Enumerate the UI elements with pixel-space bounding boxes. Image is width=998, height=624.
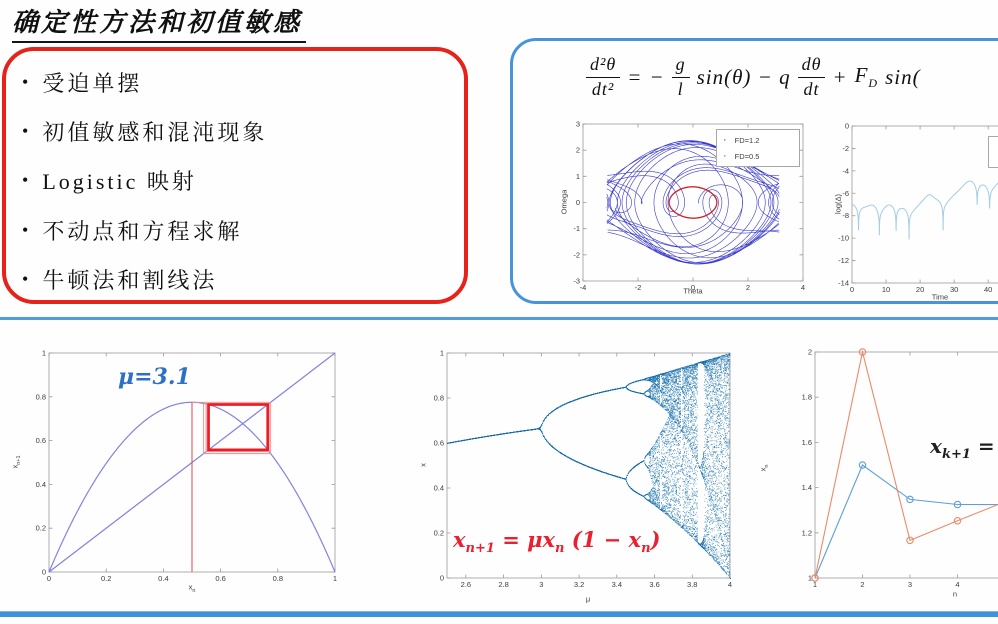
iteration-formula: $x_{k+1}$ = <box>930 434 995 462</box>
bottom-rule <box>0 611 998 617</box>
topic-label: 牛顿法和割线法 <box>42 267 218 293</box>
bifurcation-y-axis-label: x <box>418 463 428 467</box>
bullet-icon: • <box>22 170 29 191</box>
fraction: $\frac{d\theta}{dt}$ <box>798 54 826 100</box>
divergence-figure <box>822 118 998 308</box>
legend-row: · FD=1.2 <box>723 134 760 146</box>
iteration-figure <box>752 338 998 620</box>
topic-label: 受迫单摆 <box>42 71 143 97</box>
phase-legend <box>716 129 800 167</box>
bifurcation-figure <box>415 338 760 620</box>
page-title: 确定性方法和初值敏感 <box>12 2 306 43</box>
topic-label: Logistic 映射 <box>42 169 197 195</box>
bullet-icon: • <box>22 121 29 142</box>
iteration-canvas <box>752 338 998 620</box>
divergence-canvas <box>822 118 998 308</box>
topic-item <box>22 215 452 246</box>
iteration-x-axis-label: n <box>952 589 958 599</box>
iteration-y-axis-label: $x_n$ <box>758 464 770 472</box>
fraction: $\frac{\text{d²θ}}{\text{dt²}}$ <box>586 54 620 100</box>
series-marker-icon: · <box>723 134 727 146</box>
bullet-icon: • <box>22 219 29 240</box>
bifurcation-canvas <box>415 338 760 620</box>
bifurcation-x-axis-label: μ <box>585 594 591 604</box>
topics-list <box>14 52 452 310</box>
topic-item <box>22 264 452 295</box>
cobweb-y-axis-label: $x_{n+1}$ <box>10 455 22 469</box>
topic-item <box>22 165 452 196</box>
fraction: $\frac{g}{l}$ <box>672 54 690 100</box>
topic-label: 不动点和方程求解 <box>42 218 243 244</box>
bullet-icon: • <box>22 268 29 289</box>
logistic-map-equation: $x_{n+1} = \mu x_n$ $(1 - x_n)$ <box>453 527 661 557</box>
topic-item <box>22 67 452 98</box>
legend-row: · FD=0.5 <box>723 150 760 162</box>
pendulum-equation: $\frac{\text{d²θ}}{\text{dt²}}$ = − $\frac{g}{l}$ sin(θ) − q $\frac{d\theta}{dt}$ + $F_D$ sin( <box>586 44 921 110</box>
phase-y-axis-label: Omega <box>559 189 569 215</box>
series-marker-icon: · <box>723 150 727 162</box>
topic-item <box>22 116 452 147</box>
phase-x-axis-label: Theta <box>683 286 703 296</box>
section-divider <box>0 317 998 320</box>
divergence-x-axis-label: Time <box>931 292 949 302</box>
mu-annotation: μ=3.1 <box>118 364 191 390</box>
phase-portrait-figure <box>556 118 856 308</box>
topic-label: 初值敏感和混沌现象 <box>42 120 268 146</box>
forcing-term: $F_D$ <box>854 62 879 91</box>
bullet-icon: • <box>22 72 29 93</box>
cobweb-x-axis-label: $x_n$ <box>188 582 196 594</box>
divergence-y-axis-label: log(Δ) <box>833 193 843 215</box>
divergence-legend <box>988 136 998 168</box>
phase-portrait-canvas <box>556 118 856 308</box>
